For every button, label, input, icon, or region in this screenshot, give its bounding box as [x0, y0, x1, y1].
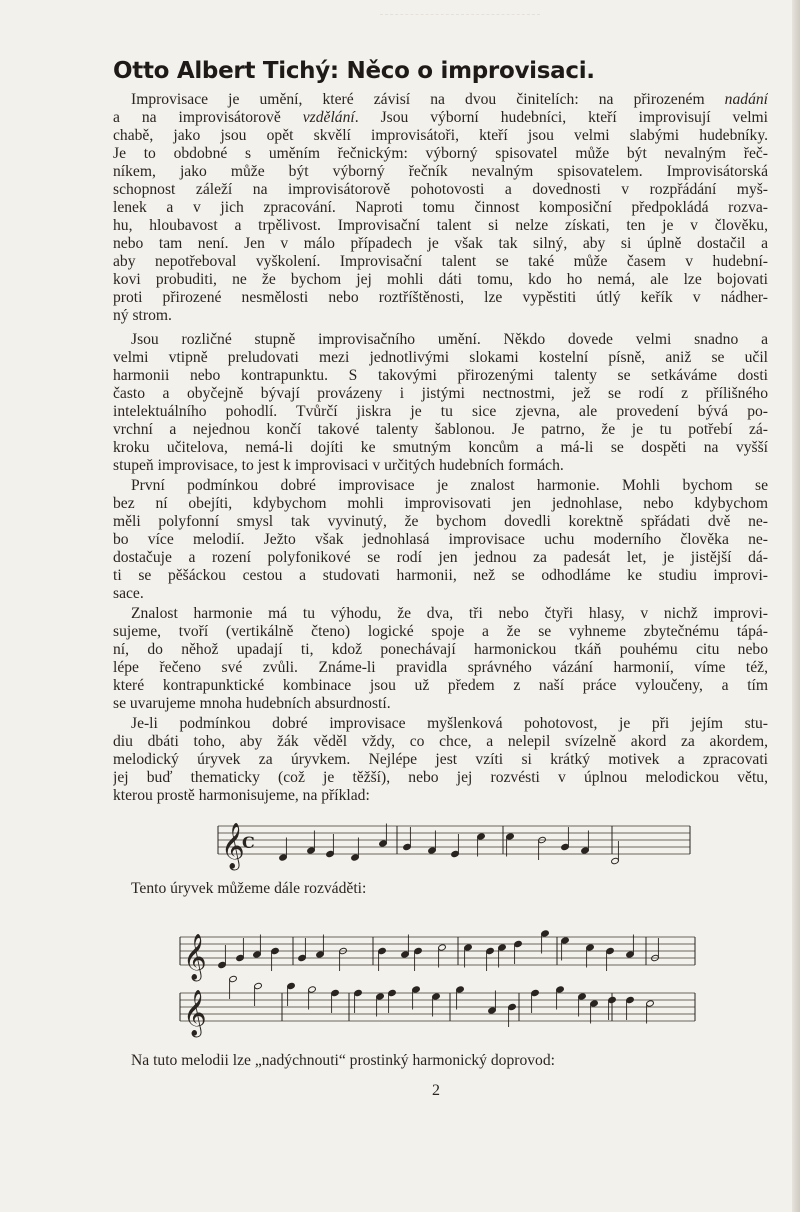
note-head — [403, 843, 412, 850]
note-head — [236, 954, 245, 961]
note-head — [586, 944, 595, 951]
note-head — [451, 850, 460, 857]
article-title: Otto Albert Tichý: Něco o improvisaci. — [113, 58, 595, 84]
note-head — [606, 947, 615, 954]
note-head — [279, 854, 288, 861]
note-head — [412, 986, 421, 993]
note-head — [498, 944, 507, 951]
text-line: Jsou rozličné stupně improvisačního umění. Někdo dovede velmi snadno a — [131, 331, 768, 348]
text-line: Je-li podmínkou dobré improvisace myšlenková pohotovost, je při jejím stu- — [131, 715, 768, 732]
text-line: aby nepotřeboval vyškolení. Improvisační talent se také může časem v hudební- — [113, 253, 768, 270]
note-head — [651, 954, 660, 961]
note-head — [561, 937, 570, 944]
note-head — [308, 986, 317, 993]
text-line: harmonii nebo kontrapunktu. S takovými přirozenými talenty se setkáváme dosti — [113, 367, 768, 384]
caption-accompaniment: Na tuto melodii lze „nadýchnouti“ prostinký harmonický doprovod: — [131, 1052, 555, 1069]
text-line: a na improvisátorově vzdělání. Jsou výborní hudebníci, kteří improvisují velmi — [113, 109, 768, 126]
text-line: často a obyčejně bývají provázeny i jistými nectnostmi, jež se rodí z přílišného — [113, 385, 768, 402]
page-number: 2 — [432, 1082, 440, 1099]
note-head — [477, 833, 486, 840]
text-line: diu dbáti toho, aby žák věděl vždy, co chce, a nelepil svízelně akord za akordem, — [113, 733, 768, 750]
text-line: chabě, jako jsou opět skvělí improvisátoři, kteří jsou velmi slabými hudebníky. — [113, 127, 768, 144]
text-line: dostačuje a rození polyfonikové se rodí jen jednou za padesát let, je jistější dá- — [113, 549, 768, 566]
note-head — [298, 954, 307, 961]
note-head — [488, 1007, 497, 1014]
note-head — [414, 947, 423, 954]
note-head — [253, 951, 262, 958]
note-head — [561, 843, 570, 850]
text-line: Je to obdobné s uměním řečnickým: výborný spisovatel může být nevalným řeč- — [113, 145, 768, 162]
text-line: nebo tam není. Jen v málo případech je však tak silný, aby si úplně dostačil a — [113, 235, 768, 252]
note-head — [438, 944, 447, 951]
treble-clef-icon: 𝄞 — [183, 934, 207, 980]
note-head — [331, 989, 340, 996]
note-head — [626, 996, 635, 1003]
note-head — [590, 1000, 599, 1007]
text-line: Improvisace je umění, které závisí na dvou činitelích: na přirozeném nadání — [131, 91, 768, 108]
paragraph-1 — [113, 91, 768, 325]
time-signature: C — [242, 833, 255, 852]
note-head — [271, 947, 280, 954]
text-line: proti přirozené nesmělosti nebo roztříštěnosti, lze vypěstiti útlý keřík v nádher- — [113, 289, 768, 306]
text-line: ní, do něhož upadají ti, kdož ponechávají harmonickou tkáň pouhému citu nebo — [113, 641, 768, 658]
text-line: níkem, jako může být výborný řečník nevalným spisovatelem. Improvisátorská — [113, 163, 768, 180]
note-head — [379, 840, 388, 847]
paragraph-3 — [113, 477, 768, 603]
note-head — [287, 982, 296, 989]
text-line: Znalost harmonie má tu výhodu, že dva, tři nebo čtyři hlasy, v nichž improvi- — [131, 605, 768, 622]
note-head — [378, 947, 387, 954]
treble-clef-icon: 𝄞 — [221, 823, 245, 869]
note-head — [339, 947, 348, 954]
note-head — [506, 833, 515, 840]
text-line: hu, hloubavost a trpělivost. Improvisační talent si nelze získati, ten je v člověku, — [113, 217, 768, 234]
text-line: měli polyfonní smysl tak vyvinutý, že bychom dovedli korektně spřádati dvě ne- — [113, 513, 768, 530]
text-line: sujeme, tvoří (vertikálně čteno) logické spoje a že se vyhneme zbytečnému tápá- — [113, 623, 768, 640]
text-line: lenek a v jich zpracování. Naproti tomu činnost komposiční předpokládá rozva- — [113, 199, 768, 216]
note-head — [486, 947, 495, 954]
note-head — [611, 857, 620, 864]
note-head — [326, 850, 335, 857]
note-head — [626, 951, 635, 958]
text-line: schopnost záleží na improvisátorově pohotovosti a dovednosti v rozpřádání myš- — [113, 181, 768, 198]
note-head — [581, 847, 590, 854]
note-head — [254, 982, 263, 989]
paragraph-2 — [113, 331, 768, 475]
paragraph-5 — [113, 715, 768, 805]
text-line: se uvarujeme mnoha hudebních absurdností. — [113, 695, 391, 712]
note-head — [578, 993, 587, 1000]
text-line: jej buď thematicky (což je těžší), nebo jej rozvésti v úplnou melodickou větu, — [113, 769, 768, 786]
text-line: sace. — [113, 585, 144, 602]
note-head — [556, 986, 565, 993]
note-head — [538, 836, 547, 843]
text-line: velmi vtipně preludovati mezi jednotlivými slokami kostelní písně, aniž se učil — [113, 349, 768, 366]
text-line: kovi probuditi, ne že bychom jej mohli dáti tomu, kdo ho nemá, ale lze bojovati — [113, 271, 768, 288]
page-edge-shadow — [792, 0, 800, 1212]
note-head — [428, 847, 437, 854]
text-line: ný strom. — [113, 307, 172, 324]
text-line: ti se pěšáckou cestou a studovati harmonii, než se odhodláme ke studiu improvi- — [113, 567, 768, 584]
text-line: intelektuálního pohodlí. Tvůrčí jiskra je tu sice zjevna, ale provedení bývá po- — [113, 403, 768, 420]
note-head — [218, 961, 227, 968]
note-head — [508, 1003, 517, 1010]
note-head — [316, 951, 325, 958]
treble-clef-icon: 𝄞 — [183, 990, 207, 1036]
note-head — [531, 989, 540, 996]
note-head — [307, 847, 316, 854]
note-head — [464, 944, 473, 951]
text-line: bez ní obejíti, kdybychom mohli improvisovati jen jednohlase, nebo kdybychom — [113, 495, 768, 512]
text-line: kterou prostě harmonisujeme, na příklad: — [113, 787, 370, 804]
text-line: První podmínkou dobré improvisace je znalost harmonie. Mohli bychom se — [131, 477, 768, 494]
note-head — [514, 940, 523, 947]
note-head — [401, 951, 410, 958]
text-line: které kontrapunktické kombinace jsou už předem z naší práce vyloučeny, a tím — [113, 677, 768, 694]
text-line: vrchní a nejednou končí takové talenty šablonou. Je patrno, že je tu potřebí zá- — [113, 421, 768, 438]
text-line: stupeň improvisace, to jest k improvisaci v určitých hudebních formách. — [113, 457, 564, 474]
note-head — [646, 1000, 655, 1007]
bleed-through-mark — [380, 0, 540, 15]
text-line: bo více melodií. Ježto však jednohlasá improvisace uchu moderního člověka ne- — [113, 531, 768, 548]
note-head — [432, 993, 441, 1000]
note-head — [351, 854, 360, 861]
note-head — [456, 986, 465, 993]
caption-continuation: Tento úryvek můžeme dále rozváděti: — [131, 880, 367, 897]
note-head — [388, 989, 397, 996]
text-line: kroku učitelova, nemá-li dojíti ke smutným koncům a má-li se dospěti na vyšší — [113, 439, 768, 456]
note-head — [229, 975, 238, 982]
text-line: lépe řečeno své zvůli. Známe-li pravidla správného vázání harmonií, víme též, — [113, 659, 768, 676]
note-head — [376, 993, 385, 1000]
note-head — [541, 930, 550, 937]
paragraph-4 — [113, 605, 768, 713]
note-head — [354, 989, 363, 996]
note-head — [608, 996, 617, 1003]
text-line: melodický úryvek za úryvkem. Nejlépe jest vzíti si krátký motivek a zpracovati — [113, 751, 768, 768]
